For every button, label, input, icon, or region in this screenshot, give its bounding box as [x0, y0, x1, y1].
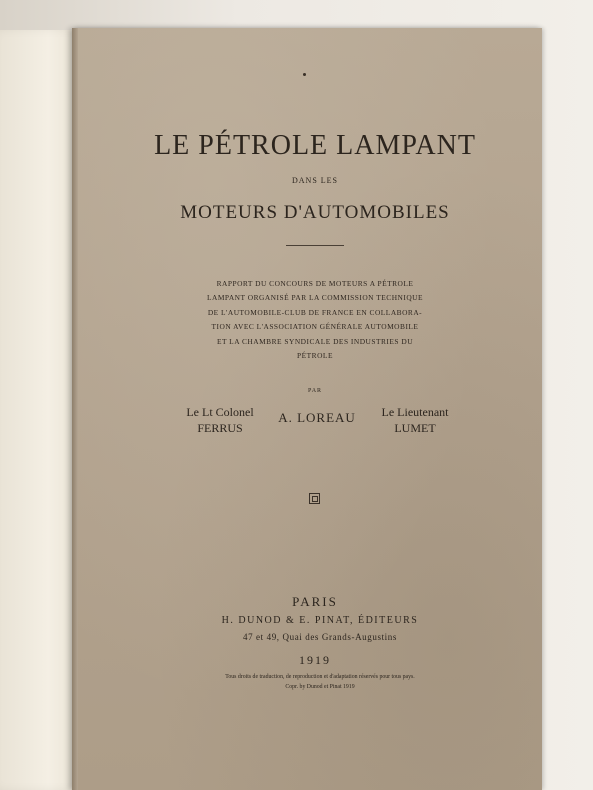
copyright-notice: Copr. by Dunod et Pinat 1919	[285, 684, 355, 690]
title-divider	[286, 245, 344, 246]
publisher-address: 47 et 49, Quai des Grands-Augustins	[243, 632, 397, 642]
report-line: DE L'AUTOMOBILE-CLUB DE FRANCE EN COLLABORA-	[207, 307, 423, 317]
report-line: ET LA CHAMBRE SYNDICALE DES INDUSTRIES DU	[216, 336, 414, 346]
publisher-name: H. DUNOD & E. PINAT, ÉDITEURS	[221, 615, 419, 626]
author-rank: Le Lt Colonel	[186, 405, 254, 419]
publisher-emblem-icon	[309, 493, 320, 504]
report-line: RAPPORT DU CONCOURS DE MOTEURS A PÉTROLE	[216, 279, 414, 288]
ink-speck	[303, 73, 306, 76]
author-loreau: A. LOREAU	[278, 410, 356, 425]
rights-notice: Tous droits de traduction, de reproduction et d'adaptation réservés pour tous pays.	[225, 674, 415, 680]
book-title: LE PÉTROLE LAMPANT	[154, 130, 476, 161]
by-label: PAR	[307, 388, 323, 394]
publication-city: PARIS	[292, 594, 338, 609]
author-name: LUMET	[394, 421, 436, 435]
title-connector: DANS LES	[291, 176, 338, 185]
author-rank: Le Lieutenant	[381, 405, 449, 419]
report-line: PÉTROLE	[297, 351, 333, 361]
report-description	[175, 277, 455, 363]
report-line: TION AVEC L'ASSOCIATION GÉNÉRALE AUTOMOBILE	[211, 322, 419, 332]
report-line: LAMPANT ORGANISÉ PAR LA COMMISSION TECHNIQUE	[206, 293, 424, 303]
cover-spine-edge	[72, 28, 78, 790]
publication-year: 1919	[299, 653, 331, 667]
author-lumet	[365, 404, 465, 436]
book-subtitle: MOTEURS D'AUTOMOBILES	[180, 202, 450, 223]
author-ferrus	[170, 404, 270, 436]
author-name: FERRUS	[197, 421, 243, 435]
